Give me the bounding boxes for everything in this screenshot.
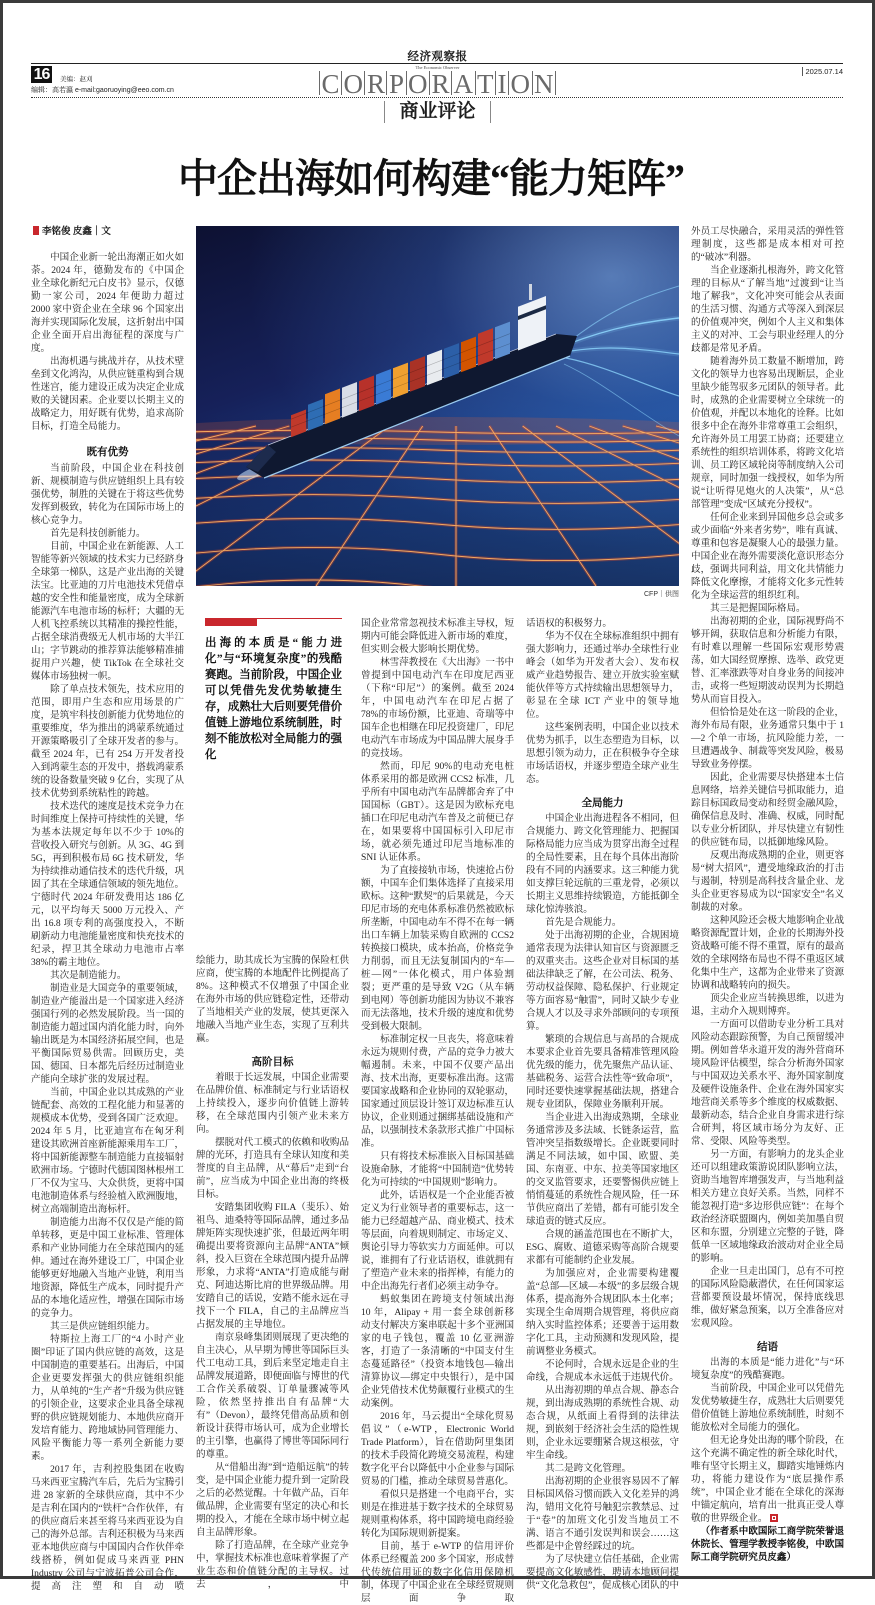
paragraph xyxy=(31,540,184,683)
paragraph xyxy=(361,864,514,1033)
paragraph xyxy=(361,1410,514,1488)
block-text: 出海初期的企业，国际视野尚不够开阔，获取信息和分析能力有限，有时难以理解一些国际宏观形势震荡，如大国经贸摩擦、选举、政党更替、汇率涨跌等对自身业务的间接冲击，或将一些短期波动误判为长期趋势从而盲目投入。 xyxy=(691,615,844,705)
masthead-rule xyxy=(31,63,843,64)
paragraph xyxy=(196,1071,349,1136)
block-text: 当企业进入出海成熟期，全球业务通常涉及多法域、长链条运营，监管冲突呈指数级增长。企业既要同时满足不同法域，如中国、欧盟、美国、东南亚、中东、拉美等国家地区的交叉监管要求，还要警惕供应链上悄悄蔓延的系统性合规风险，任一环节供应商出了差错，都有可能引发全球追责的链式反应。 xyxy=(526,1112,679,1227)
paper-name-en: The Economic Observer xyxy=(415,65,460,70)
block-text: 首先是科技创新能力。 xyxy=(50,527,146,539)
paragraph xyxy=(361,760,514,864)
paragraph xyxy=(196,1136,349,1201)
paragraph xyxy=(361,1033,514,1150)
paragraph xyxy=(31,1216,184,1320)
paragraph xyxy=(691,706,844,771)
red-square-icon xyxy=(33,226,39,235)
text-column-3 xyxy=(361,617,514,1605)
block-text: 目前，中国企业在新能源、人工智能等新兴领域的技术实力已经跻身全球第一梯队，这是产业出海的关键法宝。比亚迪的刀片电池技术凭借卓越的安全性和能量密度，成为全球新能源汽车电池市场的标杆；大疆的无人机飞控系统以其精准的操控性能，占据全球消费级无人机市场的大半江山；字节跳动的推荐算法能够精准捕捉用户兴趣，使 TikTok 在全球社交媒体市场独树一帜。 xyxy=(31,540,184,682)
block-text: 话语权的积极努力。 xyxy=(526,617,612,629)
block-text: 其三是把握国际格局。 xyxy=(710,602,806,614)
light-trails xyxy=(564,286,679,436)
section-heading xyxy=(691,1341,844,1355)
paragraph xyxy=(196,1331,349,1461)
block-text: 为了直接接轨市场，快速抢占份额，中国车企们集体选择了直接采用欧标。这种“默契”的后果就是，今天印尼市场的充电体系标准仍然被欧标所垄断，中国电动车不得不在每一辆出口车辆上加装采购自欧洲的 CCS2 转换接口模块，成本抬高，价格竞争力削弱，而且无法复制国内的“车—桩—网”一体化模式，用户体验割裂；更严重的是导致 V2G（从车辆到电网）等创新功能因为协议不兼容而无法落地，技术升级的速度和优势受到极大限制。 xyxy=(361,864,514,1032)
block-text: 随着海外员工数量不断增加，跨文化的领导力也容易出现断层，企业里缺少能驾驭多元团队的领导者。此时，成熟的企业需要树立全球统一的价值观，并配以本地化的诠释。比如很多中企在海外非常尊重工会组织，允许海外员工用罢工协商；还要建立系统性的组织培训体系，将跨文化培训、员工跨区域轮岗等制度纳入公司规章，同时加强一线授权，如华为所说“让听得见炮火的人决策”，从“总部管理”变成“区域充分授权”。 xyxy=(691,355,844,510)
block-text: 为了尽快建立信任基础，企业需要提高文化敏感性，聘请本地顾问提供“文化急救包”，促成核心团队的中 xyxy=(526,1554,679,1591)
paragraph xyxy=(361,1189,514,1293)
paragraph xyxy=(526,1462,679,1475)
block-text: 摆脱对代工模式的依赖和收购品牌的光环，打造具有全球认知度和美誉度的自主品牌，从“幕后”走到“台前”，应当成为中国企业出海的终极目标。 xyxy=(196,1137,349,1200)
block-text: 但无论身处出海的哪个阶段，在这个充满不确定性的新全球化时代，唯有坚守长期主义，脚踏实地锤炼内功，将能力建设作为“底层操作系统”，中国企业才能在全球化的深海中锚定航向，培育出一批真正受人尊敬的世界级企业。 xyxy=(691,1435,844,1524)
paragraph xyxy=(691,1382,844,1434)
block-text: 然而，印尼 90%的电动充电桩体系采用的都是欧洲 CCS2 标准，几乎所有中国电动汽车品牌都舍弃了中国国标（GBT）。这是因为欧标充电插口在印尼电动汽车普及之前便已存在，如果要将中国国标引入印尼市场，就必须先通过印尼当地标准的 SNI 认证体系。 xyxy=(361,760,514,863)
block-text: 国企业常常忽视技术标准主导权，短期内可能会降低进入新市场的难度，但实则会极大影响长期优势。 xyxy=(361,617,514,655)
paragraph xyxy=(526,1475,679,1553)
art-editor-credit: 美编：赵刈 xyxy=(60,76,93,83)
paragraph xyxy=(691,264,844,355)
paragraph xyxy=(526,916,679,929)
text-column-1 xyxy=(31,251,184,1593)
paragraph xyxy=(691,602,844,615)
byline xyxy=(33,226,111,238)
cargo-ship-photo xyxy=(196,226,679,586)
paragraph xyxy=(526,929,679,1033)
block-text: 繁琐的合规信息与高昂的合规成本要求企业首先要具备精准管理风险优先级的能力，优先聚焦产品认证、基础税务、运营合法性等“致命项”，同时还要快速掌握基础法规，搭建合规专业团队，保障业务顺利开展。 xyxy=(526,1034,679,1110)
block-text: 绘能力，助其成长为宝腾的保险杠供应商，使宝腾的本地配件比例提高了 8%。这种模式不仅增强了中国企业在海外市场的供应链稳定性，还带动了当地相关产业的发展，使其更深入地融入当地产业生态，实现了互利共赢。 xyxy=(196,954,349,1044)
paragraph xyxy=(526,1553,679,1592)
paragraph xyxy=(691,1265,844,1330)
photo-credit: CFP｜供图 xyxy=(644,591,679,598)
text-column-2 xyxy=(196,954,349,1592)
paragraph xyxy=(31,1086,184,1216)
author-bio xyxy=(691,1525,844,1564)
section-letter: I xyxy=(495,71,508,95)
section-heading xyxy=(526,797,679,811)
block-text: 目前，基于 e-WTP 的信用评价体系已经覆盖 200 多个国家，形成替代传统信用证的数字化信用保障机制，体现了中国企业在全球经贸规则层面争取 xyxy=(361,1540,514,1604)
section-letter: P xyxy=(386,71,405,95)
dotted-divider xyxy=(31,97,843,98)
byline-text: 李铭俊 皮鑫｜文 xyxy=(42,227,111,237)
paragraph xyxy=(31,1333,184,1463)
paragraph xyxy=(196,1201,349,1331)
paragraph xyxy=(361,1540,514,1605)
paragraph xyxy=(526,630,679,721)
block-text: 因此，企业需要尽快搭建本土信息网络，培养关键信号抓取能力，追踪目标国政局变动和经贸金融风险，确保信息及时、准确、权威，同时配以专业分析团队，并尽快建立有韧性的供应链布局，以抵御地缘风险。 xyxy=(691,771,844,848)
paragraph xyxy=(526,1033,679,1111)
block-text: 制造业是大国竞争的重要领域，制造业产能溢出是一个国家进入经济强国行列的必然发展阶段。当一国的制造能力超过国内消化能力时，向外输出既是为本国经济拓展空间，也是平衡国际贸易供需。回顾历史，美国、德国、日本都先后经历过制造业产能向全球扩张的发展过程。 xyxy=(31,982,184,1085)
paragraph xyxy=(691,615,844,706)
block-text: 外员工尽快融合，采用灵活的弹性管理制度，这些都是成本相对可控的“破冰”利器。 xyxy=(691,225,844,263)
paragraph xyxy=(691,1148,844,1265)
section-letter: N xyxy=(532,71,557,95)
block-text: 除了打造品牌，在全球产业竞争中，掌握技术标准也意味着掌握了产业生态和价值链分配的主导权。过去，中 xyxy=(196,1540,349,1590)
paragraph xyxy=(196,1461,349,1539)
block-text: 其次是制造能力。 xyxy=(50,969,127,981)
paragraph xyxy=(691,1434,844,1525)
block-text: 既有优势 xyxy=(86,447,129,458)
block-text: 其二是跨文化管理。 xyxy=(545,1463,632,1474)
pull-quote: 出海的本质是“能力进化”与“环境复杂度”的残酷赛跑。当前阶段，中国企业可以凭借先发优势敏捷生存，成熟壮大后则要凭借价值链上游地位系统制胜，时刻不能放松对全局能力的强化 xyxy=(205,637,342,761)
ship-illustration xyxy=(196,226,679,586)
block-text: 制造能力出海不仅仅是产能的简单转移，更是中国工业标准、管理体系和产业协同能力在全球范围内的延伸。通过在海外建设工厂，中国企业能够更好地融入当地产业链，利用当地资源，降低生产成本，同时提升产品的本地化适应性，增强在国际市场的竞争力。 xyxy=(31,1216,184,1319)
section-letter: R xyxy=(429,71,451,95)
block-text: 只有将技术标准嵌入目标国基础设施命脉，才能将“中国制造”优势转化为可持续的“中国规则”影响力。 xyxy=(361,1150,514,1188)
paper-name: 经济观察报 xyxy=(407,51,468,63)
block-text: 结语 xyxy=(757,1341,778,1353)
paragraph xyxy=(526,617,679,630)
paragraph xyxy=(526,1111,679,1228)
block-text: 反观出海成熟期的企业，则更容易“树大招风”，遭受地缘政治的打击与遏制，特别是高科技含量企业、龙头企业更容易成为以“国家安全”名义制裁的对象。 xyxy=(691,849,844,913)
block-text: 标准制定权一旦丧失，将意味着永远为规则付费，产品的竞争力被大幅遏制。未来，中国不仅要产品出海、技术出海，更要标准出海。这需要国家战略和企业协同的双轮驱动，国家通过顶层设计签订双边标准互认协议，企业则通过捆绑基础设施和产品，以强制技术条款形式推广中国标准。 xyxy=(361,1033,514,1149)
block-text: 华为不仅在全球标准组织中拥有强大影响力，还通过举办全球性行业峰会（如华为开发者大会）、发布权威产业趋势报告、建立开放实验室赋能伙伴等方式持续输出思想领导力，彰显在全球 ICT 产业中的领导地位。 xyxy=(526,630,679,720)
text-column-5 xyxy=(691,225,844,1565)
section-letter: C xyxy=(319,71,341,95)
block-text: 但恰恰是处在这一阶段的企业，海外布局有限，业务通常只集中于 1—2 个单一市场，抗风险能力差，一旦遭遇战争、制裁等突发风险，极易导致业务停摆。 xyxy=(691,706,844,770)
paragraph xyxy=(526,1228,679,1267)
paragraph xyxy=(31,1320,184,1333)
paragraph xyxy=(196,954,349,1045)
block-text: 当企业逐渐扎根海外，跨文化管理的目标从“了解当地”过渡到“让当地了解我”，文化冲突可能会从表面的生活习惯、沟通方式等深入到深层的价值观冲突，例如个人主义和集体主义的对冲、工会与职业经理人的分歧都是常见矛盾。 xyxy=(691,264,844,354)
block-text: 技术迭代的速度是技术竞争力在时间维度上保持可持续性的关键，华为基本法规定每年以不少于 10%的营收投入研究与创新。从 3G、4G 到 5G，再到积极布局 6G 技术研发，华为持续推动通信技术的迭代升级，巩固了其在全球通信领域的领先地位。宁德时代 2024 年研发费用达 186 亿元，以平均每天 5000 万元投入、产出 16.8 项专利的高强度投入，不断刷新动力电池能量密度和快充技术的纪录，捍卫其全球动力电池市占率 38%的霸主地位。 xyxy=(31,800,184,968)
block-text: 当前阶段，中国企业在科技创新、规模制造与供应链组织上具有较强优势，制胜的关键在于将这些优势发挥到极致，转化为在国际市场上的核心竞争力。 xyxy=(31,462,184,526)
section-letter: O xyxy=(341,71,365,95)
block-text: 首先是合规能力。 xyxy=(545,917,622,928)
block-text: 这些案例表明，中国企业以技术优势为抓手，以生态塑造为目标，以思想引领为动力，正在积极争夺全球市场话语权，并逐步塑造全球产业生态。 xyxy=(526,721,679,785)
block-text: 从“借船出海”到“造船远航”的转变，是中国企业能力提升到一定阶段之后的必然觉醒。十年做产品，百年做品牌，企业需要有坚定的决心和长期的投入，才能在全球市场中树立起自主品牌形象。 xyxy=(196,1462,349,1538)
block-text: 此外，话语权是一个企业能否被定义为行业领导者的重要标志，这一能力已经超越产品、商业模式、技术等层面，向着规则制定、市场定义、舆论引导力等软实力方面延伸。可以说，谁拥有了行业话语权，谁就拥有了塑造产业未来的指挥棒，有能力的中企出海先行者们必须主动争夺。 xyxy=(361,1189,514,1292)
block-text: （作者系中欧国际工商学院荣誉退休院长、管理学教授李铭俊，中欧国际工商学院研究员皮鑫） xyxy=(691,1526,844,1563)
block-text: 处于出海初期的企业，合规困境通常表现为法律认知盲区与资源匮乏的双重夹击。这些企业对目标国的基础法律缺乏了解，在公司法、税务、劳动权益保障、隐私保护、行业规定等方面容易“触雷”，同时又缺少专业合规人才以及寻求外部顾问的专项预算。 xyxy=(526,930,679,1032)
section-letter: O xyxy=(508,71,532,95)
text-column-4 xyxy=(526,617,679,1593)
paragraph xyxy=(691,914,844,992)
block-text: 为加强应对，企业需要构建覆盖“总部—区域—本级”的多层级合规体系，提高海外合规团队本土化率；实现全生命周期合规管理，将供应商纳入实时监控体系；还要善于运用数字化工具，主动预测和发现风险，提前调整业务模式。 xyxy=(526,1268,679,1357)
paragraph xyxy=(526,1358,679,1384)
paragraph xyxy=(361,656,514,760)
section-title-cn-wrap xyxy=(0,101,875,123)
section-letter: O xyxy=(406,71,430,95)
block-text: 顶尖企业应当转换思维，以进为退，主动介入规则博弈。 xyxy=(691,992,844,1017)
pull-quote-accent-bar xyxy=(205,618,257,626)
paragraph xyxy=(361,617,514,656)
block-text: 其三是供应链组织能力。 xyxy=(50,1320,156,1332)
block-text: 合规的涵盖范围也在不断扩大，ESG、腐败、道德采购等高阶合规要求都有可能制约企业发展。 xyxy=(526,1229,679,1266)
block-text: 这种风险还会极大地影响企业战略资源配置计划，企业的长期海外投资战略可能不得不重置，原有的最高效的全球网络布局也不得不重返区域化集中生产，这都为企业带来了资源协调和战略转向的损失。 xyxy=(691,914,844,991)
section-heading xyxy=(31,446,184,460)
block-text: 企业一旦走出国门，总有不可控的国际风险隐蔽潜伏，在任何国家运营都要预设最坏情况，保持底线思维，做好紧急预案，以万全准备应对宏观风险。 xyxy=(691,1265,844,1329)
paragraph xyxy=(526,1384,679,1462)
block-text: 任何企业来到异国他乡总会或多或少面临“外来者劣势”，唯有真诚、尊重和包容是凝聚人心的最强力量。中国企业在海外需要淡化意识形态分歧，强调共同利益，用文化共情能力降低文化摩擦，才能将文化多元性转化为全球运营的组织红利。 xyxy=(691,511,844,601)
paragraph xyxy=(691,771,844,849)
block-text: 出海机遇与挑战并存，从技术壁垒到文化鸿沟，从供应链重构到合规性迷宫，能力建设正成为决定企业成败的关键因素。企业要以长期主义的战略定力，用好既有优势，追求高阶目标，打造全局能力。 xyxy=(31,356,184,432)
block-text: 2017 年，吉利控股集团在收购马来西亚宝腾汽车后，先后为宝腾引进 28 家新的全球供应商，其中不少是吉利在国内的“铁杆”合作伙伴，有的供应商后来甚至将马来西亚设为自己的海外总部。吉利还积极为马来西亚本地供应商与中国国内合作伙伴牵线搭桥，例如促成马来西亚 PHN Industry 公司与宁波拓普公司合作，提高注塑和自动喷 xyxy=(31,1463,184,1592)
section-letter: R xyxy=(364,71,386,95)
block-text: 林雪萍教授在《大出海》一书中曾提到中国电动汽车在印度尼西亚（下称“印尼”）的案例。截至 2024 年，中国电动汽车在印尼占据了 78%的市场份额，比亚迪、奇瑞等中国车企也相继在印尼投资建厂，印尼电动汽车市场成为中国品牌大展身手的竞技场。 xyxy=(361,656,514,759)
end-mark-icon xyxy=(770,1514,778,1522)
section-title-en xyxy=(0,71,875,97)
block-text: 南京泉峰集团则展现了更决绝的自主决心，从早期为博世等国际巨头代工电动工具，到后来坚定地走自主品牌发展道路，即便面临与博世的代工合作关系破裂、订单量骤减等风险，依然坚持推出自有品牌“大有”（Devon），最终凭借高品质和创新设计获得市场认可，成为企业增长的主引擎，也赢得了博世等国际同行的尊重。 xyxy=(196,1332,349,1460)
paragraph xyxy=(691,225,844,264)
paragraph xyxy=(526,721,679,786)
paragraph xyxy=(31,982,184,1086)
paragraph xyxy=(691,1356,844,1382)
paragraph xyxy=(691,511,844,602)
paragraph xyxy=(526,1267,679,1358)
editor-credit: 编辑：高若瀛 e-mail:gaoruoying@eeo.com.cn xyxy=(31,87,174,94)
block-text: 着眼于长远发展，中国企业需要在品牌价值、标准制定与行业话语权上持续投入，逐步向价值链上游转移，在全球范围内引领产业未来方向。 xyxy=(196,1072,349,1135)
paragraph xyxy=(361,1488,514,1540)
paragraph xyxy=(196,1539,349,1591)
paragraph xyxy=(526,812,679,916)
paragraph xyxy=(361,1293,514,1410)
paragraph xyxy=(691,992,844,1018)
block-text: 蚂蚁集团在跨境支付领域出海 10 年，Alipay + 用一套全球创新移动支付解决方案串联起十多个亚洲国家的电子钱包，覆盖 10 亿亚洲游客，打造了一条清晰的“中国支付生态蔓延路径”（投资本地钱包—输出清算协议—绑定中央银行），是中国企业凭借技术优势颠覆行业模式的生动案例。 xyxy=(361,1293,514,1409)
paragraph xyxy=(31,1463,184,1593)
article-title: 中企出海如何构建“能力矩阵” xyxy=(178,156,684,201)
paragraph xyxy=(31,527,184,540)
block-text: 高阶目标 xyxy=(251,1056,294,1068)
page-number: 16 xyxy=(31,66,52,83)
block-text: 2016 年，马云提出“全球化贸易倡议”（e-WTP，Electronic World Trade Platform），旨在借助阿里集团的技术手段简化跨境交易流程，构建数字化平台以降低中小企业参与国际贸易的门槛，推动全球贸易普惠化。 xyxy=(361,1410,514,1487)
paragraph xyxy=(31,355,184,433)
paragraph xyxy=(31,800,184,969)
block-text: 出海初期的企业很容易因不了解目标国风俗习惯而跌入文化差异的鸿沟，错用文化符号触犯宗教禁忌、过于“卷”的加班文化引发当地员工不满、语言不通引发误判和误会……这些都是中企曾经踩过的坑。 xyxy=(526,1476,679,1552)
section-heading xyxy=(196,1056,349,1070)
section-letter: A xyxy=(451,71,475,95)
block-text: 除了单点技术领先，技术应用的范围，即用户生态和应用场景的广度，是筑牢科技创新能力优势地位的重要维度，华为推出的鸿蒙系统通过开源策略吸引了全球开发者的参与。截至 2024 年，已有 254 万开发者投入到鸿蒙生态的开发中，搭载鸿蒙系统的设备数量突破 9 亿台，实现了从技术优势到系统粘性的跨越。 xyxy=(31,683,184,799)
paragraph xyxy=(691,355,844,511)
block-text: 另一方面，有影响力的龙头企业还可以组建政策游说团队影响立法，资助当地智库增强发声，与当地利益相关方建立良好关系。当然，同样不能忽视打造“多边形供应链”：在每个政治经济联盟圈内，例如美加墨自贸区和东盟，分别建立完整的子链，降低单一区域地缘政治波动对企业全局的影响。 xyxy=(691,1148,844,1264)
paragraph xyxy=(31,462,184,527)
block-text: 从出海初期的单点合规、静态合规，到出海成熟期的系统性合规、动态合规，从纸面上看得到的法律法规，到嵌刻于经济社会生活的隐性规则，企业永远要绷紧合规这根弦，守牢生命线。 xyxy=(526,1385,679,1461)
paragraph xyxy=(31,969,184,982)
block-text: 当前，中国企业以其成熟的产业链配套、高效的工程化能力和显著的规模成本优势，受到各国广泛欢迎。2024 年 5 月，比亚迪宣布在匈牙利建设其欧洲首座新能源乘用车工厂，将中国新能源整车制造能力直接辐射欧洲市场。宁德时代德国图林根州工厂不仅为宝马、大众供货，更将中国电池制造体系与经验植入欧洲腹地，树立高端制造出海标杆。 xyxy=(31,1086,184,1215)
block-text: 不论何时，合规永远是企业的生命线，合规成本永远低于违规代价。 xyxy=(526,1359,679,1383)
block-text: 出海的本质是“能力进化”与“环境复杂度”的残酷赛跑。 xyxy=(691,1357,844,1381)
section-title-cn: 商业评论 xyxy=(384,101,490,123)
block-text: 安踏集团收购 FILA（斐乐）、始祖鸟、迪桑特等国际品牌，通过多品牌矩阵实现快速扩张，但最近两年明确提出要将资源向主品牌“ANTA”倾斜，投入巨资在全球范围内提升品牌形象，力求将“ANTA”打造成能与耐克、阿迪达斯比肩的世界级品牌。用安踏自己的话说，安踏不能永远在寻找下一个 FILA，自己的主品牌应当占据发展的主导地位。 xyxy=(196,1202,349,1330)
paragraph xyxy=(691,849,844,914)
issue-date: 2025.07.14 xyxy=(802,67,843,76)
block-text: 一方面可以借助专业分析工具对风险动态跟踪预警，为自己预留缓冲期。例如普华永道开发的海外营商环境风险评估模型，综合分析海外国家与中国双边关系水平、海外国家制度及硬件设施条件、企业在海外国家实地营商关系等多个维度的权威数据、最新动态，结合企业自身需求进行综合研判，将区域市场分为友好、正常、受限、风险等类型。 xyxy=(691,1018,844,1147)
block-text: 全局能力 xyxy=(581,797,624,809)
paragraph xyxy=(361,1150,514,1189)
paragraph xyxy=(31,683,184,800)
paragraph xyxy=(691,1018,844,1148)
block-text: 中国企业新一轮出海潮正如火如荼。2024 年，德勤发布的《中国企业全球化新纪元白皮书》显示，仅德勤一家公司，2024 年便助力超过 2000 家中资企业在全球 96 个国家出海并实现国际化发展，这折射出中国企业全面开启出海征程的深度与广度。 xyxy=(31,252,184,354)
paragraph xyxy=(31,251,184,355)
block-text: 看似只是搭建一个电商平台，实则是在推进基于数字技术的全球贸易规则重构体系，将中国跨境电商经验转化为国际规则新提案。 xyxy=(361,1488,514,1539)
block-text: 当前阶段，中国企业可以凭借先发优势敏捷生存，成熟壮大后则要凭借价值链上游地位系统制胜，时刻不能放松对全局能力的强化。 xyxy=(691,1383,844,1433)
block-text: 特斯拉上海工厂的“4 小时产业圈”印证了国内供应链的高效，这是中国制造的重要基石。出海后，中国企业更要发挥强大的供应链组织能力，从单纯的“生产者”升级为供应链的引领企业，这要求企业具备全球视野的供应链规划能力、本地供应商开发培育能力、跨地域协同管理能力、风险平衡能力等一系列全新能力要素。 xyxy=(31,1333,184,1462)
section-letter: T xyxy=(475,71,496,95)
block-text: 中国企业出海进程各不相同，但合规能力、跨文化管理能力、把握国际格局能力应当成为贯穿出海全过程的全局性要素，且在每个具体出海阶段有不同的内涵要求。这三种能力犹如支撑巨轮远航的三重龙骨，必须以长期主义思维持续锻造，方能抵御全球化惊涛骇浪。 xyxy=(526,813,679,915)
